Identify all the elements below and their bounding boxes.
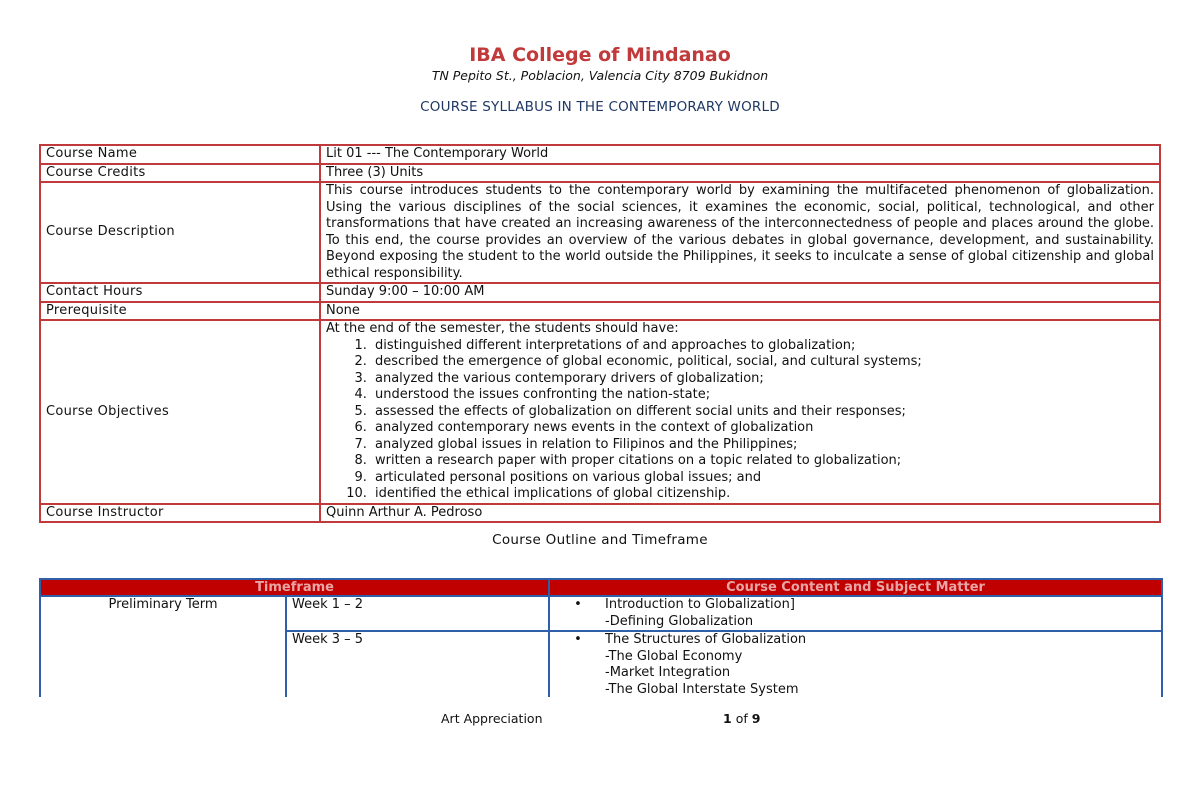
school-name: IBA College of Mindanao [469, 44, 731, 66]
course-name-value: Lit 01 --- The Contemporary World [320, 145, 1160, 164]
objective-item: 5. assessed the effects of globalization on different social units and their responses; [371, 404, 1154, 421]
course-credits-label: Course Credits [40, 164, 320, 183]
term-cell: Preliminary Term [40, 596, 286, 699]
course-name-label: Course Name [40, 145, 320, 164]
course-credits-value: Three (3) Units [320, 164, 1160, 183]
week-cell: Week 3 – 5 [286, 631, 549, 699]
footer-course: Art Appreciation [441, 711, 543, 726]
objectives-intro: At the end of the semester, the students should have: [326, 321, 679, 336]
course-instructor-value: Quinn Arthur A. Pedroso [320, 504, 1160, 523]
timeframe-header-row [40, 579, 1162, 596]
objective-item: 8. written a research paper with proper citations on a topic related to globalization; [371, 453, 1154, 470]
objective-item: 2. described the emergence of global economic, political, social, and cultural systems; [371, 354, 1154, 371]
outline-title: Course Outline and Timeframe [492, 532, 708, 548]
bullet-icon: • [574, 632, 582, 647]
objective-item: 6. analyzed contemporary news events in the context of globalization [371, 420, 1154, 437]
contact-hours-value: Sunday 9:00 – 10:00 AM [320, 283, 1160, 302]
content-cell [549, 631, 1162, 699]
page-current: 1 [723, 711, 732, 726]
course-objectives-value [320, 320, 1160, 504]
content-column-header: Course Content and Subject Matter [549, 579, 1162, 596]
row-prerequisite [40, 302, 1160, 321]
subtopic-text: -The Global Economy [605, 648, 743, 664]
topic-text: The Structures of Globalization [605, 632, 807, 647]
course-instructor-label: Course Instructor [40, 504, 320, 523]
school-address: TN Pepito St., Poblacion, Valencia City 8709 Bukidnon [431, 68, 769, 83]
week-cell: Week 1 – 2 [286, 596, 549, 631]
row-course-objectives [40, 320, 1160, 504]
objective-item: 3. analyzed the various contemporary drivers of globalization; [371, 371, 1154, 388]
row-course-description [40, 182, 1160, 283]
timeframe-row [40, 596, 1162, 631]
prerequisite-value: None [320, 302, 1160, 321]
page-of: of [735, 711, 748, 726]
contact-hours-label: Contact Hours [40, 283, 320, 302]
row-course-credits [40, 164, 1160, 183]
course-info-table [39, 144, 1161, 523]
page-total: 9 [751, 711, 761, 726]
topic-text: Introduction to Globalization] [605, 597, 795, 612]
subtopic-text: -The Global Interstate System [605, 681, 799, 697]
objective-item: 10. identified the ethical implications of global citizenship. [371, 486, 1154, 503]
footer-page-number [723, 711, 760, 726]
objective-item: 9. articulated personal positions on various global issues; and [371, 470, 1154, 487]
row-contact-hours [40, 283, 1160, 302]
row-course-name [40, 145, 1160, 164]
syllabus-title: COURSE SYLLABUS IN THE CONTEMPORARY WORLD [420, 99, 780, 115]
subtopic-text: -Market Integration [605, 665, 731, 680]
timeframe-column-header: Timeframe [40, 579, 549, 596]
content-cell [549, 596, 1162, 631]
row-course-instructor [40, 504, 1160, 523]
timeframe-table [39, 578, 1163, 700]
course-description-value: This course introduces students to the contemporary world by examining the multifaceted phenomenon of globalization. Using the various disciplines of the social sciences, it examines the economic, social, political, technological, and other transformations that have created an increasing awareness of the interconnectedness of people and places around the globe. To this end, the course provides an overview of the various debates in global governance, development, and sustainability. Beyond exposing the student to the world outside the Philippines, it seeks to inculcate a sense of global citizenship and global ethical responsibility. [320, 182, 1160, 283]
bullet-icon: • [574, 597, 582, 612]
page-bottom-margin [0, 697, 1200, 785]
objective-item: 4. understood the issues confronting the nation-state; [371, 387, 1154, 404]
objective-item: 1. distinguished different interpretations of and approaches to globalization; [371, 338, 1154, 355]
objective-item: 7. analyzed global issues in relation to Filipinos and the Philippines; [371, 437, 1154, 454]
course-objectives-label: Course Objectives [40, 320, 320, 504]
objectives-list [326, 338, 1154, 503]
prerequisite-label: Prerequisite [40, 302, 320, 321]
subtopic-text: -Defining Globalization [605, 613, 754, 629]
course-description-label: Course Description [40, 182, 320, 283]
